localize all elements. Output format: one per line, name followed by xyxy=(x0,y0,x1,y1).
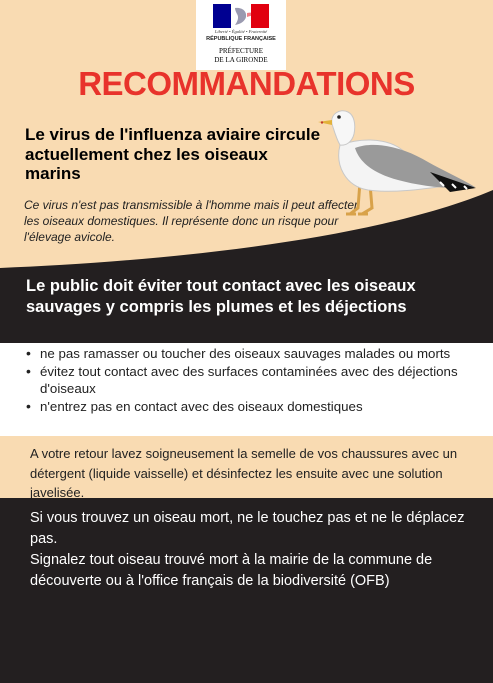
washing-text: A votre retour lavez soigneusement la semelle de vos chaussures avec un détergent (liquide vaisselle) et désinfectez les ensuite avec une solution javelisée. xyxy=(30,446,458,500)
republic-text: RÉPUBLIQUE FRANÇAISE xyxy=(206,36,276,42)
public-notice: Le public doit éviter tout contact avec les oiseaux sauvages y compris les plumes et les déjections xyxy=(26,277,416,316)
bullet-icon: • xyxy=(26,397,31,414)
list-item xyxy=(24,363,474,398)
seagull-illustration xyxy=(310,100,480,230)
bullet-text: ne pas ramasser ou toucher des oiseaux sauvages malades ou morts xyxy=(40,346,451,361)
recommendations-list xyxy=(24,345,474,415)
dead-bird-text-1: Si vous trouvez un oiseau mort, ne le touchez pas et ne le déplacez pas. xyxy=(30,510,465,547)
headline: Le virus de l'influenza aviaire circule actuellement chez les oiseaux marins xyxy=(25,125,321,183)
prefecture-logo xyxy=(196,0,286,70)
bullet-text: n'entrez pas en contact avec des oiseaux domestiques xyxy=(40,398,363,414)
bullet-icon: • xyxy=(26,362,31,379)
list-item xyxy=(24,398,474,416)
marianne-flag-icon xyxy=(213,4,269,28)
list-item xyxy=(24,345,474,363)
intro-text: Ce virus n'est pas transmissible à l'homme mais il peut affecter les oiseaux domestiques. Il représente donc un risque pour l'élevage avicole. xyxy=(24,198,359,244)
dead-bird-instructions xyxy=(30,508,470,592)
bullet-icon: • xyxy=(26,345,31,361)
motto-text: Liberté • Égalité • Fraternité xyxy=(214,29,268,34)
bullet-text: évitez tout contact avec des surfaces contaminées avec des déjections d'oiseaux xyxy=(40,363,458,396)
prefecture-line1: PRÉFECTURE xyxy=(219,47,263,55)
page-title: RECOMMANDATIONS xyxy=(78,65,415,102)
prefecture-name xyxy=(196,47,286,65)
dead-bird-text-2: Signalez tout oiseau trouvé mort à la mairie de la commune de découverte ou à l'office français de la biodiversité (OFB) xyxy=(30,552,433,589)
prefecture-line2: DE LA GIRONDE xyxy=(214,56,268,64)
